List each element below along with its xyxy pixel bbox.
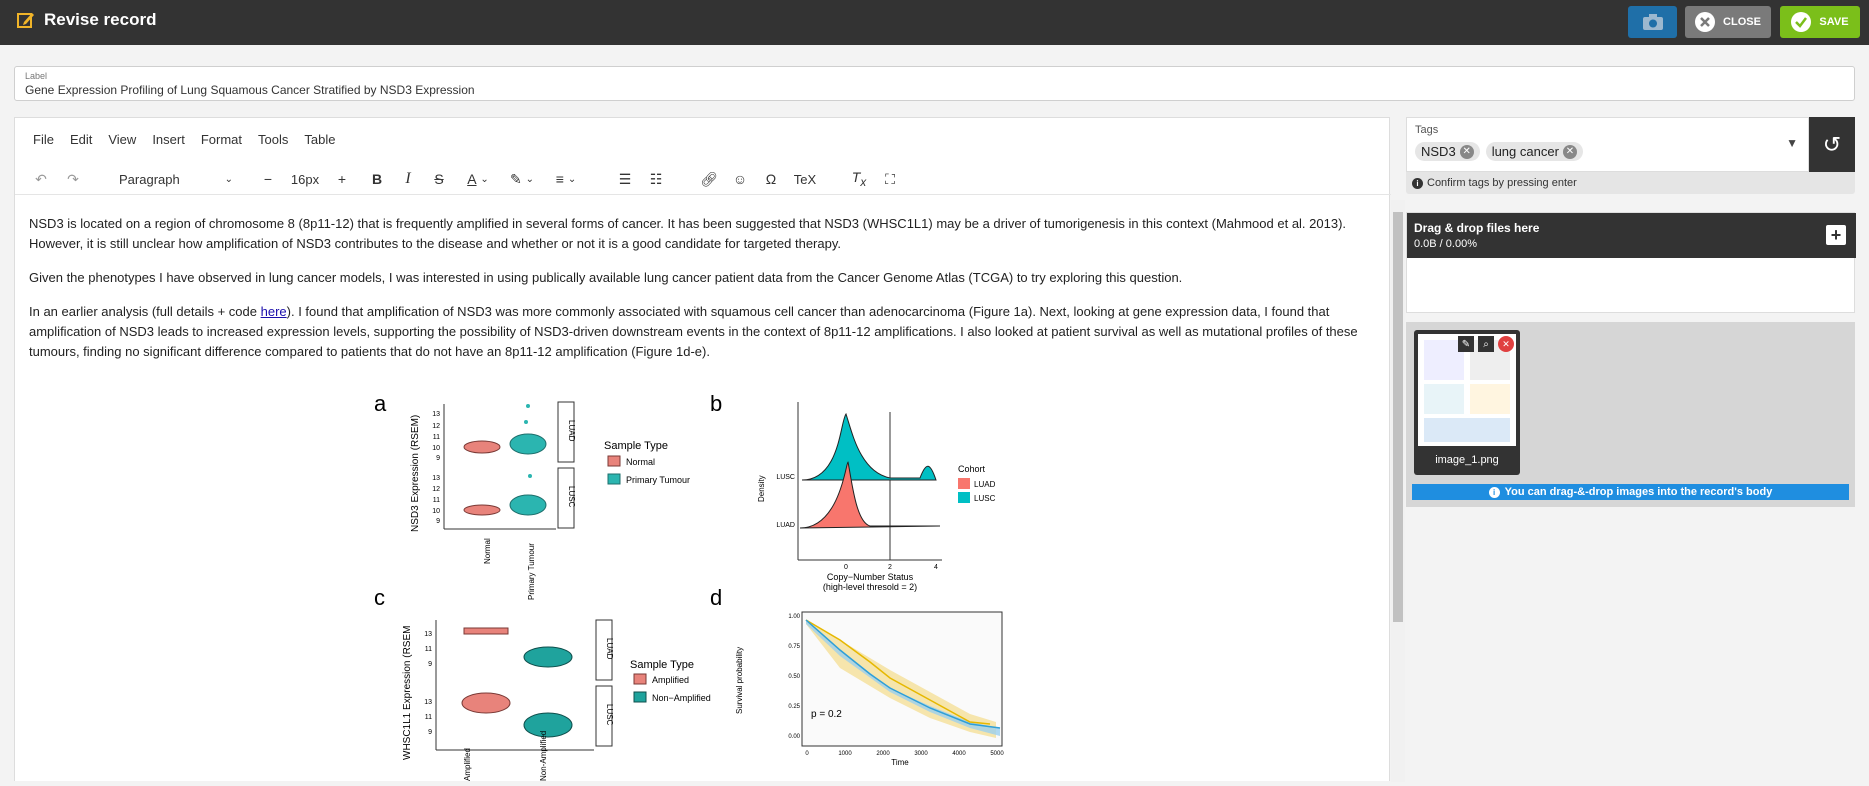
panel-c-ytick: 13 — [424, 631, 432, 638]
label-input[interactable]: Gene Expression Profiling of Lung Squamous Cancer Stratified by NSD3 Expression — [25, 83, 475, 97]
panel-a-letter: a — [374, 392, 387, 416]
menu-table[interactable]: Table — [304, 132, 336, 147]
panel-c-points — [462, 628, 572, 737]
panel-d-xtick: 5000 — [990, 751, 1004, 757]
tags-hint — [1412, 177, 1577, 189]
tags-dropdown-caret-icon[interactable]: ▼ — [1786, 136, 1798, 150]
panel-b-xlabel-2: (high-level thresold = 2) — [822, 582, 918, 592]
menu-format[interactable]: Format — [200, 132, 242, 147]
panel-b-legend-luad: LUAD — [974, 480, 996, 489]
panel-d-ytick: 0.75 — [788, 644, 800, 650]
panel-b-axes — [798, 402, 942, 560]
tag-list — [1415, 142, 1589, 161]
panel-b-letter: b — [710, 392, 723, 416]
add-file-button[interactable]: + — [1826, 225, 1846, 245]
numbered-list-button[interactable] — [643, 164, 669, 194]
text-color-icon: A — [467, 171, 477, 187]
file-dropzone[interactable] — [1406, 212, 1855, 313]
tags-input[interactable] — [1406, 117, 1809, 172]
tag-chip — [1486, 142, 1583, 161]
panel-a-ytick: 13 — [432, 475, 440, 482]
panel-b-ytick-luad: LUAD — [776, 522, 795, 529]
attachment-name: image_1.png — [1435, 454, 1499, 466]
panel-b-ylabel: Density — [757, 475, 766, 502]
close-button[interactable] — [1685, 6, 1771, 38]
editor-menubar — [33, 132, 351, 147]
paragraph-3 — [29, 302, 1374, 362]
redo-button[interactable]: ↷ — [67, 170, 79, 187]
block-format-value: Paragraph — [119, 171, 180, 187]
highlight-color-button[interactable] — [502, 164, 542, 194]
figure-image[interactable] — [370, 392, 1020, 781]
panel-d-xtick: 1000 — [838, 751, 852, 757]
font-size-increase-button[interactable]: + — [337, 171, 347, 187]
check-icon — [1791, 12, 1811, 32]
panel-c-ytick: 11 — [424, 646, 432, 653]
font-size-input[interactable]: 16px — [290, 171, 320, 187]
text-color-button[interactable] — [458, 164, 498, 194]
legend-swatch — [958, 478, 970, 489]
panel-d-xtick: 3000 — [914, 751, 928, 757]
italic-button[interactable]: I — [405, 170, 411, 187]
camera-icon — [1642, 13, 1664, 31]
menu-insert[interactable]: Insert — [152, 132, 185, 147]
fullscreen-icon: ⛶ — [885, 170, 895, 187]
panel-b-xlabel: Copy−Number Status — [826, 572, 914, 582]
panel-b-xtick: 2 — [888, 564, 892, 571]
panel-a-ytick: 10 — [432, 445, 440, 452]
panel-d-xtick: 4000 — [952, 751, 966, 757]
remove-tag-icon[interactable]: ✕ — [1460, 145, 1474, 159]
tags-hint-text: Confirm tags by pressing enter — [1427, 177, 1577, 189]
chevron-down-icon: ⌄ — [567, 173, 577, 185]
menu-tools[interactable]: Tools — [258, 132, 289, 147]
panel-d-ytick: 1.00 — [788, 614, 800, 620]
edit-image-icon[interactable]: ✎ — [1458, 336, 1474, 352]
panel-a-xtick-normal: Normal — [483, 538, 492, 564]
tags-panel — [1406, 117, 1855, 194]
panel-c-legend-amplified: Amplified — [652, 675, 690, 685]
panel-c-ytick: 13 — [424, 699, 432, 706]
attachments-hint — [1412, 484, 1849, 500]
top-bar — [0, 0, 1869, 45]
chevron-down-icon: ⌄ — [224, 173, 233, 185]
label-field[interactable] — [14, 66, 1855, 101]
panel-c-xtick-non-amplified: Non-Amplified — [539, 730, 548, 781]
close-label: CLOSE — [1723, 16, 1761, 28]
paragraph-1: NSD3 is located on a region of chromosome 8 (8p11-12) that is frequently amplified in several forms of cancer. It has been suggested that NSD3 (WHSC1L1) may be a driver of tumorigenesis in this context (Mahmood et al. 2013). However, it is still unclear how amplification of NSD3 contributes to the disease and whether or not it is a good candidate for targeted therapy. — [29, 216, 1347, 251]
panel-d-ytick: 0.50 — [788, 674, 800, 680]
panel-d-ytick: 0.25 — [788, 704, 800, 710]
panel-c-legend-non-amplified: Non−Amplified — [652, 693, 711, 703]
panel-c-letter: c — [374, 585, 385, 610]
undo-button[interactable]: ↶ — [35, 170, 47, 187]
numbered-list-icon: ☷ — [649, 170, 663, 187]
panel-b-xtick: 4 — [934, 564, 938, 571]
panel-d-ytick: 0.00 — [788, 734, 800, 740]
attachments-panel — [1406, 322, 1855, 507]
font-size-decrease-button[interactable]: − — [263, 171, 273, 187]
strikethrough-button[interactable]: S — [434, 171, 444, 187]
tags-caption: Tags — [1415, 124, 1439, 136]
panel-c-xtick-amplified: Amplified — [463, 748, 472, 781]
panel-a-points — [464, 404, 546, 515]
menu-file[interactable]: File — [33, 132, 54, 147]
remove-tag-icon[interactable]: ✕ — [1563, 145, 1577, 159]
dropzone-title: Drag & drop files here — [1414, 221, 1540, 235]
panel-c-facet-luad: LUAD — [605, 638, 614, 660]
panel-a-ytick: 9 — [436, 518, 440, 525]
panel-b-xtick: 0 — [844, 564, 848, 571]
save-label: SAVE — [1819, 16, 1849, 28]
block-format-select[interactable] — [111, 164, 241, 194]
menu-edit[interactable]: Edit — [69, 132, 93, 147]
chevron-down-icon: ⌄ — [480, 173, 489, 185]
panel-a-facet-luad: LUAD — [567, 420, 576, 442]
panel-a-ytick: 11 — [432, 434, 440, 441]
dropzone-stats: 0.0B / 0.00% — [1414, 238, 1477, 250]
link-button[interactable] — [696, 164, 722, 194]
panel-a-facet-lusc: LUSC — [567, 486, 576, 508]
legend-swatch — [634, 692, 646, 702]
figure-1 — [370, 392, 1020, 781]
page-title-group — [16, 10, 156, 30]
paragraph-3-end: ). I found that amplification of NSD3 was more commonly associated with squamous cell cancer than adenocarcinoma (Figure 1a). Next, looking at gene expression data, I found that amplification of NSD3 leads to increased expression levels, supporting the possibility of NSD3-driven downstream events in the context of 8p11-12 amplifications. I also looked at patient survival as well as mutational profiles of these tumours, finding no significant difference compared to patients that do not have an 8p11-12 amplification (Figure 1d-e). — [29, 304, 1358, 359]
panel-a-xtick-tumour: Primary Tumour — [527, 543, 536, 600]
chevron-down-icon: ⌄ — [525, 173, 534, 185]
panel-c-facet-lusc: LUSC — [605, 704, 614, 726]
fullscreen-button[interactable] — [877, 164, 903, 194]
page-title: Revise record — [44, 10, 157, 29]
panel-a-ytick: 11 — [432, 497, 440, 504]
tag-chip — [1415, 142, 1480, 161]
panel-a-legend-tumour: Primary Tumour — [626, 475, 691, 485]
tex-button[interactable]: TeX — [793, 171, 817, 187]
label-caption: Label — [25, 71, 48, 81]
panel-a-legend-normal: Normal — [626, 457, 656, 467]
reset-tags-button[interactable] — [1809, 117, 1855, 172]
panel-d-xtick: 2000 — [876, 751, 890, 757]
tag-label: lung cancer — [1491, 144, 1559, 159]
clear-format-button[interactable] — [846, 164, 872, 194]
panel-d-xlabel: Time — [891, 758, 909, 767]
code-link[interactable]: here — [260, 304, 287, 319]
edit-icon — [16, 10, 36, 30]
zoom-icon[interactable]: ⌕ — [1478, 336, 1494, 352]
bold-button[interactable]: B — [371, 171, 383, 187]
panel-a-ytick: 12 — [432, 486, 440, 493]
panel-a-axes — [444, 402, 574, 529]
legend-swatch — [634, 674, 646, 684]
panel-d-p-value: p = 0.2 — [811, 709, 842, 720]
panel-c-axes — [436, 620, 612, 750]
undo-icon: ↺ — [1822, 131, 1842, 157]
panel-b-legend-title: Cohort — [958, 464, 986, 474]
bullet-list-button[interactable] — [612, 164, 638, 194]
panel-c-ytick: 11 — [424, 714, 432, 721]
scrollbar-thumb[interactable] — [1393, 212, 1403, 622]
panel-d-xtick: 0 — [805, 751, 809, 757]
panel-d-ylabel: Survival probability — [735, 646, 744, 714]
omega-icon: Ω — [765, 171, 777, 187]
info-icon: i — [1412, 178, 1423, 189]
highlighter-icon: ✎ — [509, 170, 522, 187]
menu-view[interactable]: View — [108, 132, 137, 147]
legend-swatch — [608, 456, 620, 466]
align-button[interactable] — [546, 164, 586, 194]
attachment-card[interactable] — [1414, 330, 1520, 475]
legend-swatch — [608, 474, 620, 484]
panel-b-ytick-lusc: LUSC — [776, 474, 795, 481]
link-icon: 🔗︎ — [700, 170, 718, 187]
panel-a-ytick: 9 — [436, 455, 440, 462]
editor-body[interactable] — [29, 214, 1374, 376]
panel-c-ylabel: WHSC1L1 Expression (RSEM — [402, 625, 413, 760]
special-char-button[interactable] — [758, 164, 784, 194]
clear-format-icon: $T_x$ — [851, 169, 867, 189]
panel-c-ytick: 9 — [428, 729, 432, 736]
close-icon — [1695, 12, 1715, 32]
save-button[interactable] — [1780, 6, 1860, 38]
bullet-list-icon: ☰ — [618, 170, 632, 187]
panel-a-legend-title: Sample Type — [604, 440, 669, 452]
emoji-icon: ☺ — [732, 171, 748, 187]
panel-c-ytick: 9 — [428, 661, 432, 668]
editor-scrollbar[interactable] — [1391, 200, 1405, 782]
panel-b-legend-lusc: LUSC — [974, 494, 996, 503]
toolbar-divider — [15, 194, 1391, 195]
panel-a-ytick: 12 — [432, 423, 440, 430]
panel-c-legend-title: Sample Type — [630, 659, 695, 671]
panel-d-letter: d — [710, 585, 723, 610]
paragraph-3-start: In an earlier analysis (full details + code — [29, 304, 261, 319]
panel-a-ytick: 10 — [432, 508, 440, 515]
panel-a-ylabel: NSD3 Expression (RSEM) — [410, 414, 421, 532]
tag-label: NSD3 — [1421, 144, 1456, 159]
delete-icon[interactable]: ✕ — [1498, 336, 1514, 352]
emoji-button[interactable] — [727, 164, 753, 194]
legend-swatch — [958, 492, 970, 503]
paragraph-2: Given the phenotypes I have observed in lung cancer models, I was interested in using publically available lung cancer patient data from the Cancer Genome Atlas (TCGA) to try exploring this question. — [29, 270, 1183, 285]
align-left-icon: ≡ — [555, 171, 564, 187]
camera-button[interactable] — [1628, 6, 1677, 38]
panel-b-density-lusc — [802, 414, 936, 480]
info-icon: i — [1489, 487, 1500, 498]
attachments-hint-text: You can drag-&-drop images into the record's body — [1504, 486, 1773, 498]
dropzone-header — [1407, 213, 1856, 258]
panel-a-ytick: 13 — [432, 411, 440, 418]
